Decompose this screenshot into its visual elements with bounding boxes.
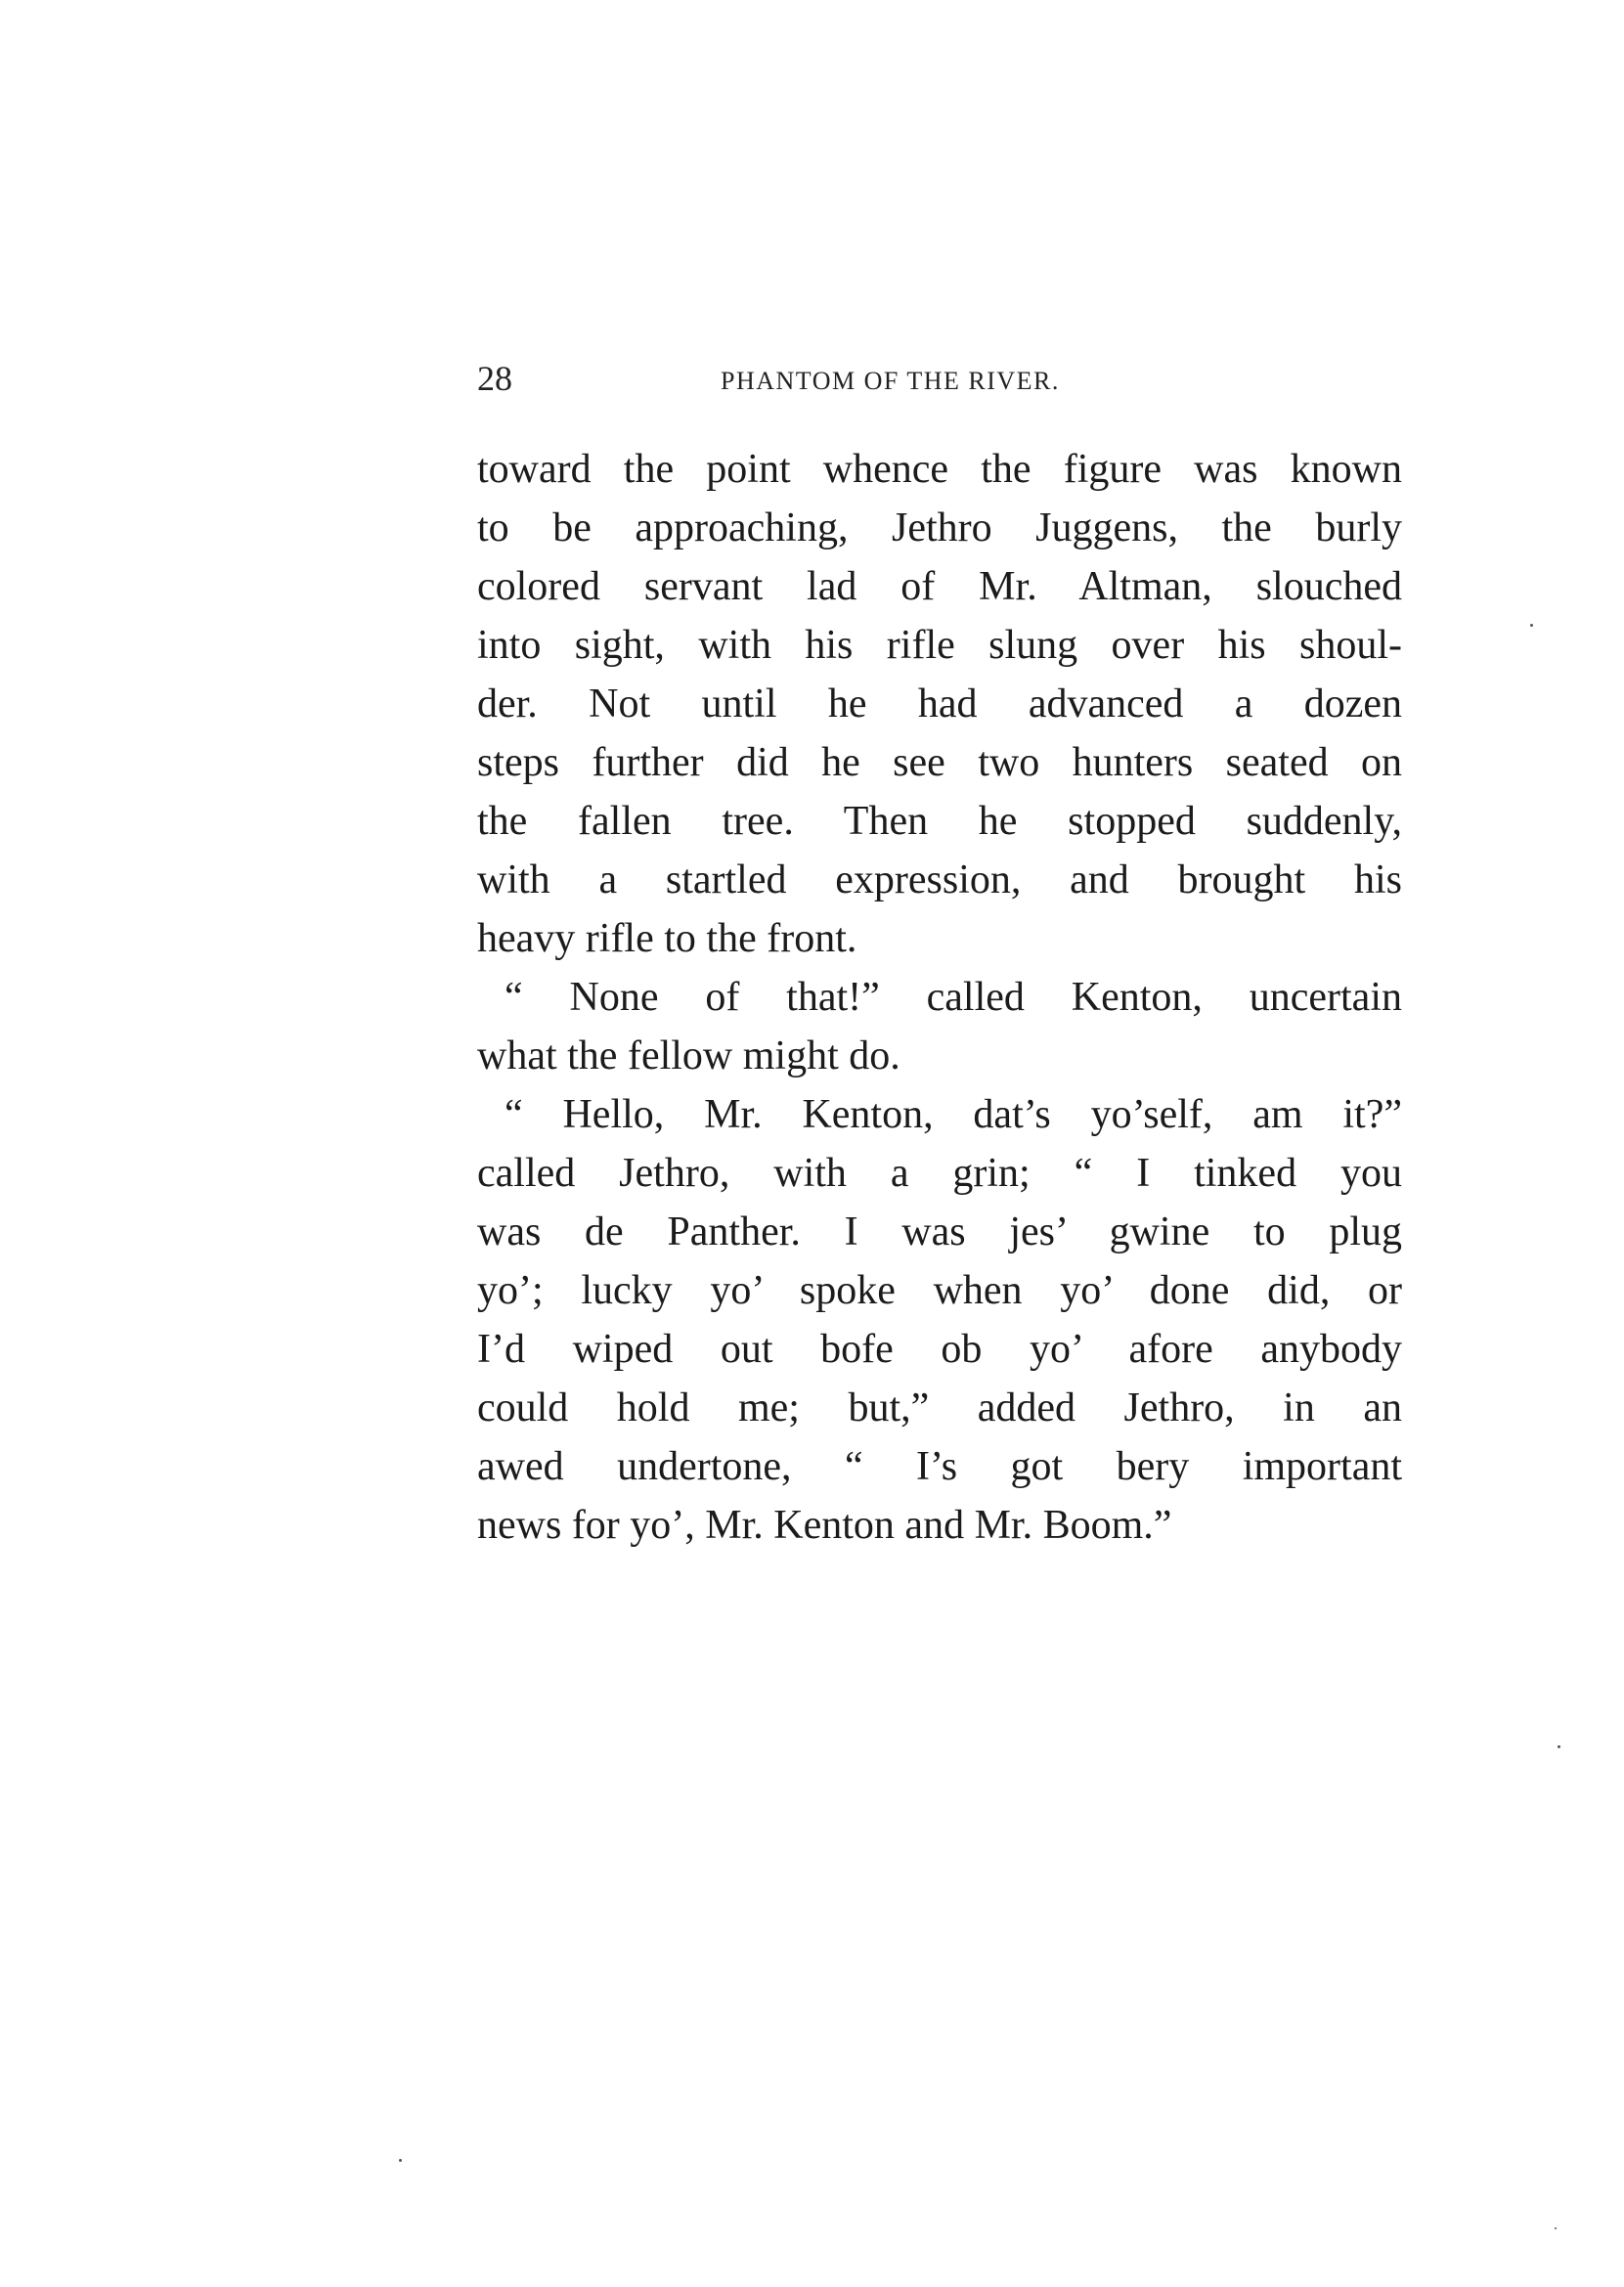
page-number: 28: [477, 359, 512, 398]
text-line: called Jethro, with a grin; “ I tinked you: [477, 1151, 1402, 1196]
text-line: colored servant lad of Mr. Altman, slouched: [477, 564, 1402, 609]
text-line: I’d wiped out bofe ob yo’ afore anybody: [477, 1327, 1402, 1372]
text-line: the fallen tree. Then he stopped suddenly,: [477, 799, 1402, 844]
running-head: [477, 354, 1402, 403]
scan-speck: [1530, 624, 1533, 627]
text-line: awed undertone, “ I’s got bery important: [477, 1444, 1402, 1489]
text-line: yo’; lucky yo’ spoke when yo’ done did, or: [477, 1268, 1402, 1313]
text-line: der. Not until he had advanced a dozen: [477, 682, 1402, 726]
text-line: to be approaching, Jethro Juggens, the burly: [477, 506, 1402, 550]
text-line: news for yo’, Mr. Kenton and Mr. Boom.”: [477, 1503, 1172, 1548]
text-line: steps further did he see two hunters seated on: [477, 740, 1402, 785]
text-line: “ None of that!” called Kenton, uncertain: [505, 975, 1402, 1020]
text-line: into sight, with his rifle slung over his shoul-: [477, 623, 1402, 668]
text-line: heavy rifle to the front.: [477, 916, 857, 961]
text-line: toward the point whence the figure was known: [477, 447, 1402, 492]
running-title: PHANTOM OF THE RIVER.: [721, 367, 1060, 395]
text-line: was de Panther. I was jes’ gwine to plug: [477, 1209, 1402, 1254]
text-line: “ Hello, Mr. Kenton, dat’s yo’self, am it?”: [505, 1092, 1402, 1137]
scan-speck: [399, 2159, 402, 2162]
text-line: with a startled expression, and brought his: [477, 858, 1402, 902]
scan-speck: [1555, 2227, 1557, 2229]
body-text: [477, 440, 1402, 1555]
text-line: what the fellow might do.: [477, 1034, 900, 1078]
text-line: could hold me; but,” added Jethro, in an: [477, 1385, 1402, 1430]
scan-speck: [1558, 1745, 1560, 1748]
